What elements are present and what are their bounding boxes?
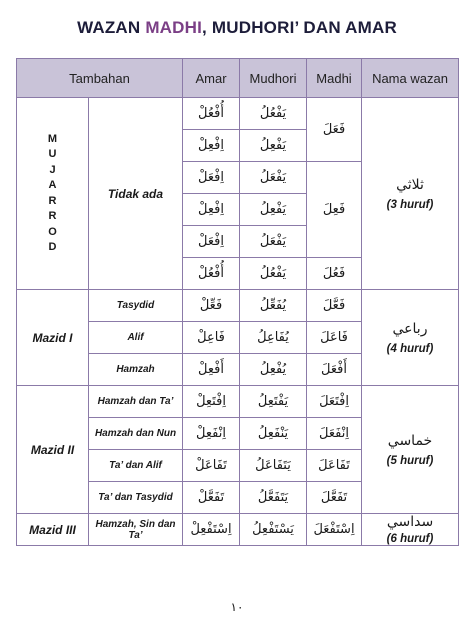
table-row <box>17 290 459 322</box>
amar-cell: تَفَاعَلْ <box>183 450 240 482</box>
tambahan-cell: Hamzah <box>89 354 183 386</box>
amar-cell: أُفْعُلْ <box>183 98 240 130</box>
group-mujarrod: M U J A R R O D <box>17 98 89 290</box>
mudhori-cell: يَتَفَعَّلُ <box>240 482 307 514</box>
tambahan-cell: Hamzah, Sin dan Ta’ <box>89 514 183 546</box>
mudhori-cell: يُفَاعِلُ <box>240 322 307 354</box>
madhi-cell: اِنْفَعَلَ <box>307 418 362 450</box>
table-row <box>17 386 459 418</box>
nama-wazan-huruf: (3 huruf) <box>386 198 434 211</box>
tambahan-cell: Hamzah dan Nun <box>89 418 183 450</box>
amar-cell: اِفْعَلْ <box>183 226 240 258</box>
tambahan-tidak-ada: Tidak ada <box>89 98 183 290</box>
mudhori-cell: يَفْعَلُ <box>240 162 307 194</box>
madhi-cell: أَفْعَلَ <box>307 354 362 386</box>
nama-wazan-huruf: (5 huruf) <box>386 454 434 467</box>
tambahan-cell: Hamzah dan Ta’ <box>89 386 183 418</box>
nama-wazan-cell <box>362 98 459 290</box>
amar-cell: اِنْفَعِلْ <box>183 418 240 450</box>
mudhori-cell: يُفَعِّلُ <box>240 290 307 322</box>
mudhori-cell: يَفْعِلُ <box>240 130 307 162</box>
header-tambahan: Tambahan <box>17 59 183 98</box>
mudhori-cell: يَسْتَفْعِلُ <box>240 514 307 546</box>
madhi-cell: تَفَاعَلَ <box>307 450 362 482</box>
header-amar: Amar <box>183 59 240 98</box>
nama-wazan-huruf: (6 huruf) <box>386 533 434 545</box>
amar-cell: اِسْتَفْعِلْ <box>183 514 240 546</box>
mudhori-cell: يَفْعُلُ <box>240 258 307 290</box>
tambahan-cell: Ta’ dan Alif <box>89 450 183 482</box>
madhi-cell: اِفْتَعَلَ <box>307 386 362 418</box>
mudhori-cell: يُفْعِلُ <box>240 354 307 386</box>
group-mazid-2: Mazid II <box>17 386 89 514</box>
madhi-cell: فَعَلَ <box>307 98 362 162</box>
amar-cell: اِفْعِلْ <box>183 130 240 162</box>
mudhori-cell: يَفْعُلُ <box>240 98 307 130</box>
header-madhi: Madhi <box>307 59 362 98</box>
table-row <box>17 98 459 130</box>
madhi-cell: فَعَّلَ <box>307 290 362 322</box>
table-row <box>17 514 459 546</box>
table-header-row <box>17 59 459 98</box>
mudhori-cell: يَفْعِلُ <box>240 194 307 226</box>
nama-wazan-arabic: ثلاثي <box>396 176 424 193</box>
header-mudhori: Mudhori <box>240 59 307 98</box>
amar-cell: أُفْعُلْ <box>183 258 240 290</box>
nama-wazan-cell <box>362 290 459 386</box>
tambahan-cell: Ta’ dan Tasydid <box>89 482 183 514</box>
amar-cell: اِفْعِلْ <box>183 194 240 226</box>
nama-wazan-arabic: سداسي <box>386 514 434 530</box>
header-nama-wazan: Nama wazan <box>362 59 459 98</box>
amar-cell: اِفْتَعِلْ <box>183 386 240 418</box>
wazan-table <box>16 58 459 546</box>
amar-cell: فَعِّلْ <box>183 290 240 322</box>
mudhori-cell: يَتَفَاعَلُ <box>240 450 307 482</box>
amar-cell: تَفَعَّلْ <box>183 482 240 514</box>
madhi-cell: فَعِلَ <box>307 162 362 258</box>
amar-cell: أَفْعِلْ <box>183 354 240 386</box>
nama-wazan-arabic: خماسي <box>387 432 433 449</box>
madhi-cell: تَفَعَّلَ <box>307 482 362 514</box>
group-mazid-1: Mazid I <box>17 290 89 386</box>
mudhori-cell: يَفْعَلُ <box>240 226 307 258</box>
mudhori-cell: يَفْتَعِلُ <box>240 386 307 418</box>
amar-cell: فَاعِلْ <box>183 322 240 354</box>
group-mazid-3: Mazid III <box>17 514 89 546</box>
nama-wazan-arabic: رباعي <box>392 320 428 337</box>
nama-wazan-cell <box>362 514 459 546</box>
nama-wazan-huruf: (4 huruf) <box>386 342 434 355</box>
page-title: WAZAN MADHI, MUDHORI’ DAN AMAR <box>77 18 397 37</box>
tambahan-cell: Tasydid <box>89 290 183 322</box>
tambahan-cell: Alif <box>89 322 183 354</box>
nama-wazan-cell <box>362 386 459 514</box>
mudhori-cell: يَنْفَعِلُ <box>240 418 307 450</box>
madhi-cell: فَاعَلَ <box>307 322 362 354</box>
page-number: ١٠ <box>230 600 244 614</box>
amar-cell: اِفْعَلْ <box>183 162 240 194</box>
madhi-cell: فَعُلَ <box>307 258 362 290</box>
madhi-cell: اِسْتَفْعَلَ <box>307 514 362 546</box>
